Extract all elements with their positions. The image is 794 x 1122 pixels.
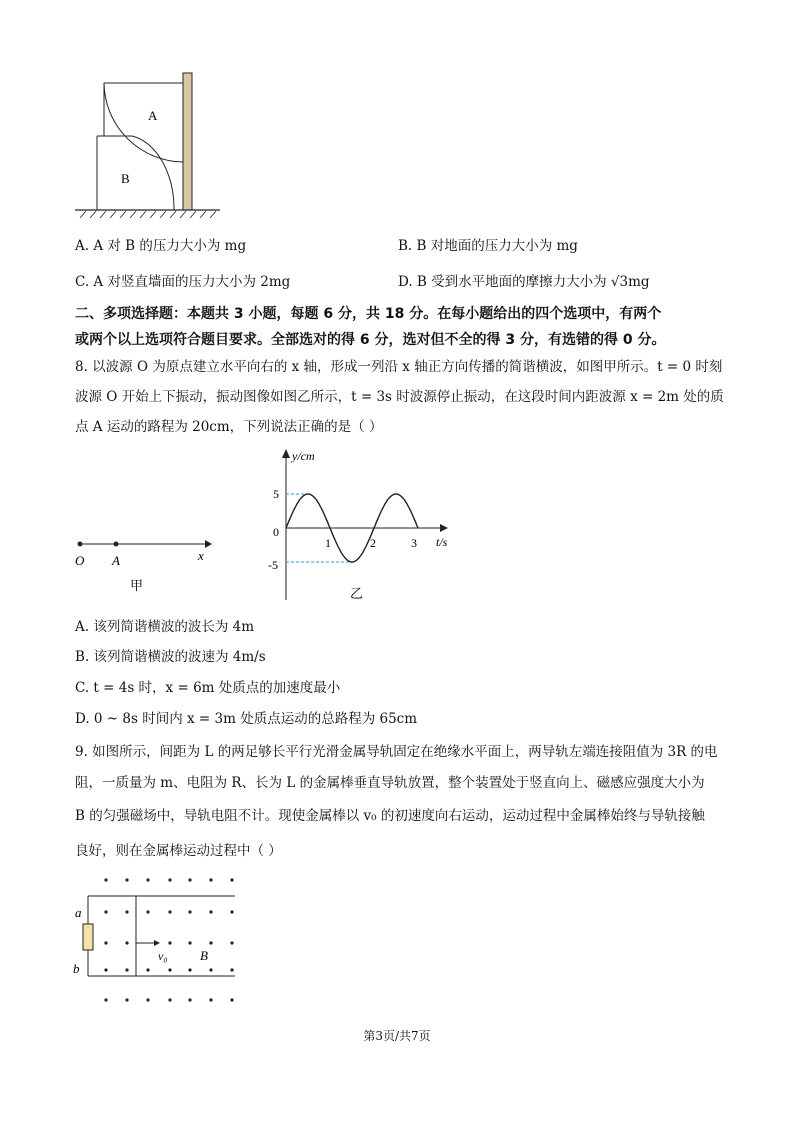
field-dot (230, 998, 233, 1001)
field-dot (104, 998, 107, 1001)
q9-line4: 良好，则在金属棒运动过程中（ ） (75, 843, 282, 859)
page-footer: 第3页/共7页 (363, 1029, 431, 1043)
field-dot (188, 968, 191, 971)
field-dot (168, 941, 171, 944)
field-dot (104, 910, 107, 913)
field-dot (168, 878, 171, 881)
field-dot (104, 941, 107, 944)
q7-option-c: C. A 对竖直墙面的压力大小为 2mg (75, 274, 291, 290)
q7-option-a: A. A 对 B 的压力大小为 mg (75, 238, 247, 254)
q8-line2: 波源 O 开始上下振动，振动图像如图乙所示，t = 3s 时波源停止振动，在这段时间内距波源 x = 2m 处的质 (75, 389, 724, 405)
y-tick-label: 0 (273, 525, 279, 539)
q8-option-c: C. t = 4s 时，x = 6m 处质点的加速度最小 (75, 680, 341, 696)
field-dot (125, 910, 128, 913)
figure-rails (70, 872, 250, 1007)
field-dot (104, 878, 107, 881)
jia-caption: 甲 (130, 578, 144, 593)
section2-line2: 或两个以上选项符合题目要求。全部选对的得 6 分，选对但不全的得 3 分，有选错的得 0 分。 (75, 332, 666, 348)
yi-ylabel: y/cm (292, 449, 315, 463)
rail-b-label: b (73, 961, 80, 976)
yi-xlabel: t/s (436, 535, 448, 549)
field-dot (188, 998, 191, 1001)
x-tick-label: 2 (370, 536, 376, 550)
field-dot (146, 998, 149, 1001)
field-dot (146, 910, 149, 913)
field-dot (188, 910, 191, 913)
field-dot (125, 878, 128, 881)
field-dot (168, 968, 171, 971)
x-axis-arrow (440, 524, 448, 532)
field-dot (230, 941, 233, 944)
field-dot (146, 968, 149, 971)
rail-a-label: a (75, 905, 82, 920)
field-dot (209, 998, 212, 1001)
q8-option-d: D. 0 ~ 8s 时间内 x = 3m 处质点运动的总路程为 65cm (75, 711, 418, 727)
q7-option-d: D. B 受到水平地面的摩擦力大小为 √3mg (398, 274, 650, 290)
block-a-label: A (148, 108, 158, 123)
q9-line3: B 的匀强磁场中，导轨电阻不计。现使金属棒以 v₀ 的初速度向右运动，运动过程中金属棒始终与导轨接触 (75, 808, 705, 824)
q9-line2: 阻，一质量为 m、电阻为 R、长为 L 的金属棒垂直导轨放置，整个装置处于竖直向上、磁感应强度大小为 (75, 775, 705, 791)
field-dot (230, 910, 233, 913)
q8-line3: 点 A 运动的路程为 20cm，下列说法正确的是（ ） (75, 419, 383, 435)
rail-b-field-label: B (200, 948, 208, 963)
jia-o-label: O (75, 553, 85, 568)
field-dot (209, 878, 212, 881)
field-dot (146, 878, 149, 881)
x-tick-label: 3 (411, 536, 417, 550)
field-dot (125, 998, 128, 1001)
q8-option-b: B. 该列简谐横波的波速为 4m/s (75, 649, 266, 665)
q8-option-a: A. 该列简谐横波的波长为 4m (75, 619, 255, 635)
jia-x-label: x (198, 548, 204, 563)
q7-option-b: B. B 对地面的压力大小为 mg (398, 238, 578, 254)
figure-blocks-wall (70, 68, 230, 218)
field-dot (188, 878, 191, 881)
field-dot (230, 968, 233, 971)
field-dot (209, 941, 212, 944)
x-tick-label: 1 (325, 536, 331, 550)
figure-yi-chart (262, 448, 462, 603)
field-dot (125, 941, 128, 944)
y-axis-arrow (282, 449, 290, 458)
q8-line1: 8. 以波源 O 为原点建立水平向右的 x 轴，形成一列沿 x 轴正方向传播的简谐横波，如图甲所示。t = 0 时刻 (75, 359, 723, 375)
section2-line1: 二、多项选择题：本题共 3 小题，每题 6 分，共 18 分。在每小题给出的四个选项中，有两个 (75, 306, 662, 322)
y-tick-label: -5 (268, 558, 278, 572)
block-b-label: B (121, 171, 130, 186)
y-tick-label: 5 (273, 487, 279, 501)
field-dot (188, 941, 191, 944)
yi-caption: 乙 (350, 586, 364, 601)
field-dot (125, 968, 128, 971)
rail-v0-label: v₀ (158, 949, 168, 963)
figure-jia (70, 530, 220, 595)
field-dot (230, 878, 233, 881)
field-dot (168, 910, 171, 913)
field-dot (209, 910, 212, 913)
resistor (83, 924, 93, 950)
field-dot (209, 968, 212, 971)
jia-a-label: A (112, 553, 120, 568)
q9-line1: 9. 如图所示，间距为 L 的两足够长平行光滑金属导轨固定在绝缘水平面上，两导轨左端连接阻值为 3R 的电 (75, 744, 718, 760)
field-dot (168, 998, 171, 1001)
field-dot (104, 968, 107, 971)
